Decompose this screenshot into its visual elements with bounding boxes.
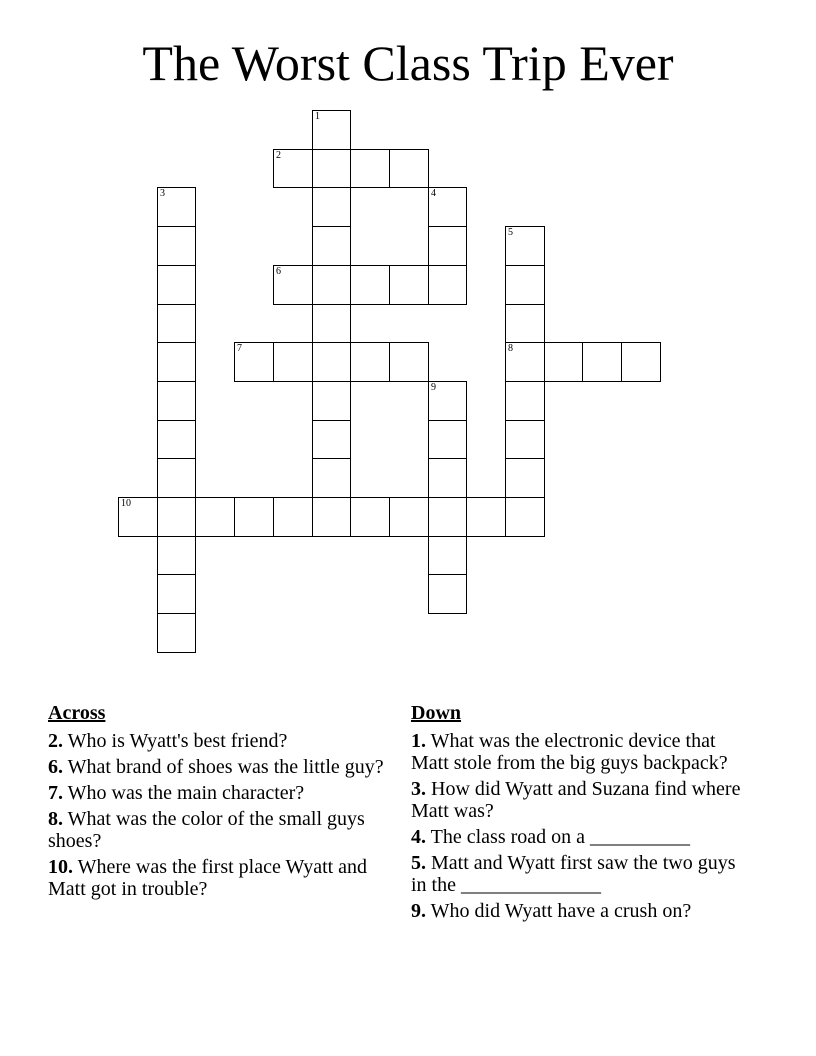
grid-cell[interactable] (273, 149, 313, 188)
grid-cell[interactable] (428, 420, 467, 459)
grid-cell[interactable] (195, 497, 235, 537)
grid-cell[interactable] (428, 458, 467, 498)
grid-cell[interactable] (389, 497, 429, 537)
clue-across-7: 7. Who was the main character? (48, 782, 305, 804)
cell-number: 9 (431, 382, 436, 393)
grid-cell[interactable] (312, 110, 351, 150)
grid-cell[interactable] (350, 265, 390, 305)
grid-cell[interactable] (312, 381, 351, 421)
grid-cell[interactable] (350, 149, 390, 188)
grid-cell[interactable] (118, 497, 158, 537)
grid-cell[interactable] (350, 497, 390, 537)
grid-cell[interactable] (389, 265, 429, 305)
cell-number: 3 (160, 188, 165, 199)
grid-cell[interactable] (505, 226, 545, 266)
cell-number: 7 (237, 343, 242, 354)
grid-cell[interactable] (312, 226, 351, 266)
grid-cell[interactable] (157, 613, 196, 653)
grid-cell[interactable] (428, 265, 467, 305)
grid-cell[interactable] (157, 420, 196, 459)
grid-cell[interactable] (157, 497, 196, 537)
grid-cell[interactable] (350, 342, 390, 382)
grid-cell[interactable] (312, 497, 351, 537)
grid-cell[interactable] (428, 187, 467, 227)
grid-cell[interactable] (505, 497, 545, 537)
grid-cell[interactable] (312, 304, 351, 343)
grid-cell[interactable] (312, 342, 351, 382)
cell-number: 6 (276, 266, 281, 277)
grid-cell[interactable] (582, 342, 622, 382)
grid-cell[interactable] (312, 149, 351, 188)
across-clues (48, 702, 388, 904)
grid-cell[interactable] (428, 381, 467, 421)
grid-cell[interactable] (273, 265, 313, 305)
across-heading: Across (48, 702, 106, 724)
cell-number: 1 (315, 111, 320, 122)
grid-cell[interactable] (157, 304, 196, 343)
grid-cell[interactable] (312, 420, 351, 459)
grid-cell[interactable] (157, 342, 196, 382)
cell-number: 8 (508, 343, 513, 354)
grid-cell[interactable] (505, 458, 545, 498)
puzzle-title: The Worst Class Trip Ever (142, 35, 674, 91)
clue-down-3: 3. How did Wyatt and Suzana find where Matt was? (411, 778, 741, 822)
grid-cell[interactable] (428, 497, 467, 537)
clue-across-2: 2. Who is Wyatt's best friend? (48, 730, 288, 752)
grid-cell[interactable] (273, 342, 313, 382)
grid-cell[interactable] (157, 187, 196, 227)
grid-cell[interactable] (428, 536, 467, 575)
clue-across-6: 6. What brand of shoes was the little guy? (48, 756, 384, 778)
grid-cell[interactable] (312, 458, 351, 498)
grid-cell[interactable] (505, 265, 545, 305)
clue-down-4: 4. The class road on a __________ (411, 826, 691, 848)
cell-number: 5 (508, 227, 513, 238)
grid-cell[interactable] (505, 420, 545, 459)
clue-across-10: 10. Where was the first place Wyatt and Matt got in trouble? (48, 856, 368, 900)
grid-cell[interactable] (544, 342, 583, 382)
grid-cell[interactable] (621, 342, 661, 382)
grid-cell[interactable] (157, 536, 196, 575)
grid-cell[interactable] (505, 342, 545, 382)
grid-cell[interactable] (157, 458, 196, 498)
grid-cell[interactable] (234, 497, 274, 537)
grid-cell[interactable] (273, 497, 313, 537)
grid-cell[interactable] (505, 381, 545, 421)
clue-across-8: 8. What was the color of the small guys shoes? (48, 808, 365, 852)
grid-cell[interactable] (157, 226, 196, 266)
clue-down-9: 9. Who did Wyatt have a crush on? (411, 900, 692, 922)
grid-cell[interactable] (312, 265, 351, 305)
grid-cell[interactable] (466, 497, 506, 537)
grid-cell[interactable] (157, 265, 196, 305)
clue-down-5: 5. Matt and Wyatt first saw the two guys in the ______________ (411, 852, 736, 896)
grid-cell[interactable] (428, 574, 467, 614)
grid-cell[interactable] (312, 187, 351, 227)
grid-cell[interactable] (428, 226, 467, 266)
grid-cell[interactable] (157, 574, 196, 614)
grid-cell[interactable] (505, 304, 545, 343)
cell-number: 10 (121, 498, 131, 509)
cell-number: 2 (276, 150, 281, 161)
down-heading: Down (411, 702, 462, 724)
clue-down-1: 1. What was the electronic device that Matt stole from the big guys backpack? (411, 730, 728, 774)
grid-cell[interactable] (157, 381, 196, 421)
grid-cell[interactable] (389, 342, 429, 382)
down-clues (411, 702, 751, 926)
grid-cell[interactable] (389, 149, 429, 188)
cell-number: 4 (431, 188, 436, 199)
grid-cell[interactable] (234, 342, 274, 382)
